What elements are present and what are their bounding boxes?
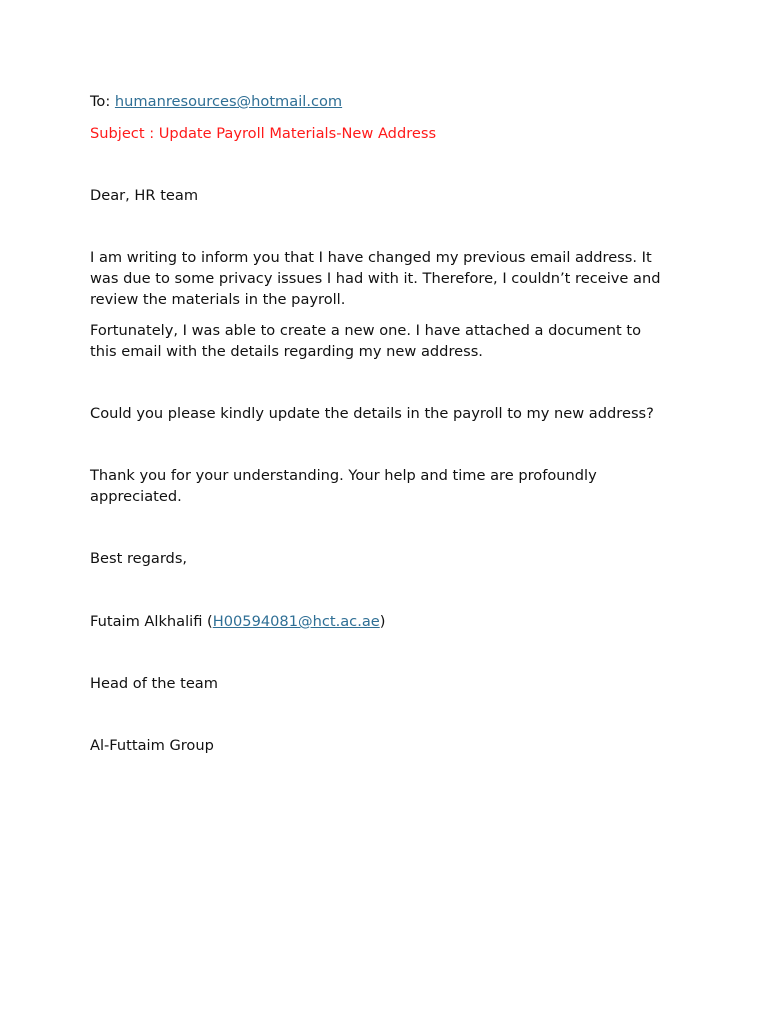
to-line bbox=[90, 91, 342, 112]
subject-line: Subject : Update Payroll Materials-New Address bbox=[90, 125, 437, 142]
signature-email-link[interactable]: H00594081@hct.ac.ae bbox=[212, 613, 380, 630]
to-label: To: bbox=[90, 93, 115, 110]
body-paragraph-2: Fortunately, I was able to create a new one. I have attached a document to this email with the details regarding my new address. bbox=[90, 322, 642, 360]
close-paren: ) bbox=[379, 613, 386, 630]
greeting: Dear, HR team bbox=[90, 187, 199, 204]
recipient-email-link[interactable]: humanresources@hotmail.com bbox=[114, 93, 343, 110]
signature-company: Al-Futtaim Group bbox=[90, 737, 214, 754]
closing: Best regards, bbox=[90, 550, 188, 567]
signature-name-line bbox=[90, 611, 385, 632]
signature-name: Futaim Alkhalifi bbox=[90, 613, 203, 630]
body-paragraph-3: Could you please kindly update the details in the payroll to my new address? bbox=[90, 405, 654, 422]
body-paragraph-1: I am writing to inform you that I have changed my previous email address. It was due to some privacy issues I had with it. Therefore, I couldn’t receive and review the materials in the payroll. bbox=[90, 249, 661, 308]
body-paragraph-4: Thank you for your understanding. Your help and time are profoundly appreciated. bbox=[90, 467, 597, 505]
signature-title: Head of the team bbox=[90, 675, 218, 692]
open-paren: ( bbox=[202, 613, 213, 630]
